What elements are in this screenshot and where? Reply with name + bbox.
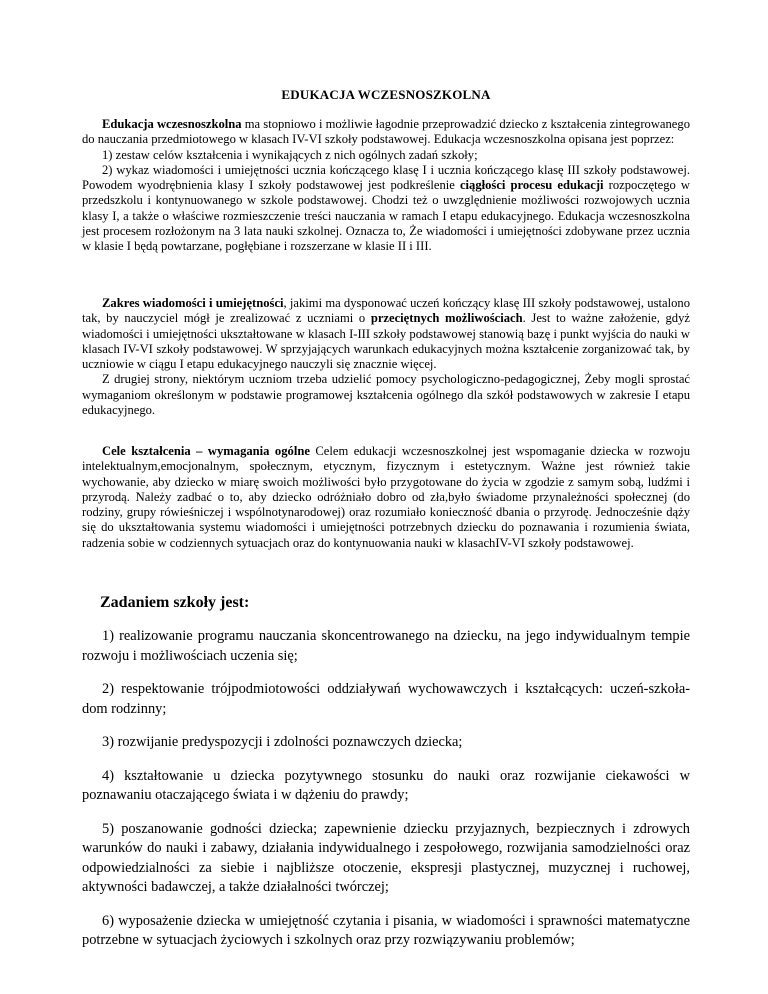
scope-lead: Zakres wiadomości i umiejętności [102,296,284,310]
scope-paragraph [82,296,690,372]
task-item: 4) kształtowanie u dziecka pozytywnego stosunku do nauki oraz rozwijanie ciekawości w poznawaniu otaczającego świata i w dążeniu do prawdy; [82,767,690,803]
item2-text-a: 2) wykaz wiadomości i umiejętności ucznia kończącego klasę I i ucznia kończącego klasę III szkoły podstawowej. Powodem wyodrębnienia klasy I szkoły podstawowej jest podkreślenie [82,162,690,193]
item2-bold: ciągłości procesu edukacji [459,178,604,193]
intro-item-2 [82,163,690,255]
task-item: 2) respektowanie trójpodmiotowości oddziaływań wychowawczych i kształcących: uczeń-szkoła-dom rodzinny; [82,681,690,717]
scope-text-b: . Jest to ważne założenie, gdyż wiadomości i umiejętności ukształtowane w klasach I-III szkoły podstawowej stanowią bazę i punkt wyjścia do nauki w klasach IV-VI szkoły podstawowej. W sprzyjających warunkach edukacyjnych można kształcenie zorganizować tak, by uczniowie w ciągu I etapu edukacyjnego nauczyli się znacznie więcej. [82,311,690,372]
scope-text-a: , jakimi ma dysponować uczeń kończący klasę III szkoły podstawowej, ustalono tak, by nauczyciel mógł je zrealizować z uczniami o [82,296,690,326]
intro-text: ma stopniowo i możliwie łagodnie przeprowadzić dziecko z kształcenia zintegrowanego do nauczania przedmiotowego w klasach IV-VI szkoły podstawowej. Edukacja wczesnoszkolna opisana jest poprzez: [82,117,690,147]
document-title: EDUKACJA WCZESNOSZKOLNA [281,87,491,102]
section-goals [82,444,690,551]
intro-paragraph [82,117,690,148]
goals-text: Celem edukacji wczesnoszkolnej jest wspomaganie dziecka w rozwoju intelektualnym,emocjonalnym, społecznym, etycznym, fizycznym i estetycznym. Ważne jest również takie wychowanie, aby dziecko w miarę swoich możliwości było przygotowane do życia w zgodzie z samym sobą, ludźmi i przyrodą. Należy zadbać o to, aby dziecko odróżniało dobro od zła,było świadome przynależności społecznej (do rodziny, grupy rówieśniczej i wspólnotynarodowej) oraz rozumiało konieczność dbania o przyrodę. Jednocześnie dąży się do ukształtowania systemu wiadomości i umiejętności potrzebnych dziecku do poznawania i rozumienia świata, radzenia sobie w codziennych sytuacjach oraz do kontynuowania nauki w klasachIV-VI szkoły podstawowej. [82,444,690,550]
task-item: 1) realizowanie programu nauczania skoncentrowanego na dziecku, na jego indywidualnym tempie rozwoju i możliwościach uczenia się; [82,628,690,664]
task-item: 5) poszanowanie godności dziecka; zapewnienie dziecku przyjaznych, bezpiecznych i zdrowych warunków do nauki i zabawy, działania indywidualnego i zespołowego, rozwijania samodzielności oraz odpowiedzialności za siebie i najbliższe otoczenie, ekspresji plastycznej, muzycznej i ruchowej, aktywności badawczej, a także działalności twórczej; [82,820,690,895]
scope-bold: przeciętnych możliwościach [370,311,523,326]
tasks-list [82,627,690,965]
section-intro [82,117,690,255]
tasks-heading: Zadaniem szkoły jest: [100,594,250,611]
goals-lead: Cele kształcenia – wymagania ogólne [102,444,310,458]
intro-item-1: 1) zestaw celów kształcenia i wynikających z nich ogólnych zadań szkoły; [102,147,478,162]
task-item: 6) wyposażenie dziecka w umiejętność czytania i pisania, w wiadomości i sprawności matematyczne potrzebne w sytuacjach życiowych i szkolnych oraz przy rozwiązywaniu problemów; [82,912,690,948]
item2-text-b: rozpoczętego w przedszkolu i kontynuowanego w szkole podstawowej. Chodzi też o uwzględnienie możliwości rozwojowych ucznia klasy I, a także o właściwe rozmieszczenie treści nauczania w ramach I etapu edukacyjnego. Edukacja wczesnoszkolna jest procesem rozłożonym na 3 lata nauki szkolnej. Oznacza to, Że wiadomości i umiejętności zdobywane przez ucznia w klasie I będą powtarzane, pogłębiane i rozszerzane w klasie II i III. [82,178,690,254]
intro-lead: Edukacja wczesnoszkolna [102,117,242,131]
goals-paragraph [82,444,690,551]
scope-paragraph-2: Z drugiej strony, niektórym uczniom trzeba udzielić pomocy psychologiczno-pedagogicznej, Żeby mogli sprostać wymaganiom określonym w podstawie programowej kształcenia ogólnego dla szkół podstawowych w zakresie I etapu edukacyjnego. [82,372,690,418]
section-scope [82,296,690,418]
task-item: 3) rozwijanie predyspozycji i zdolności poznawczych dziecka; [102,734,463,750]
